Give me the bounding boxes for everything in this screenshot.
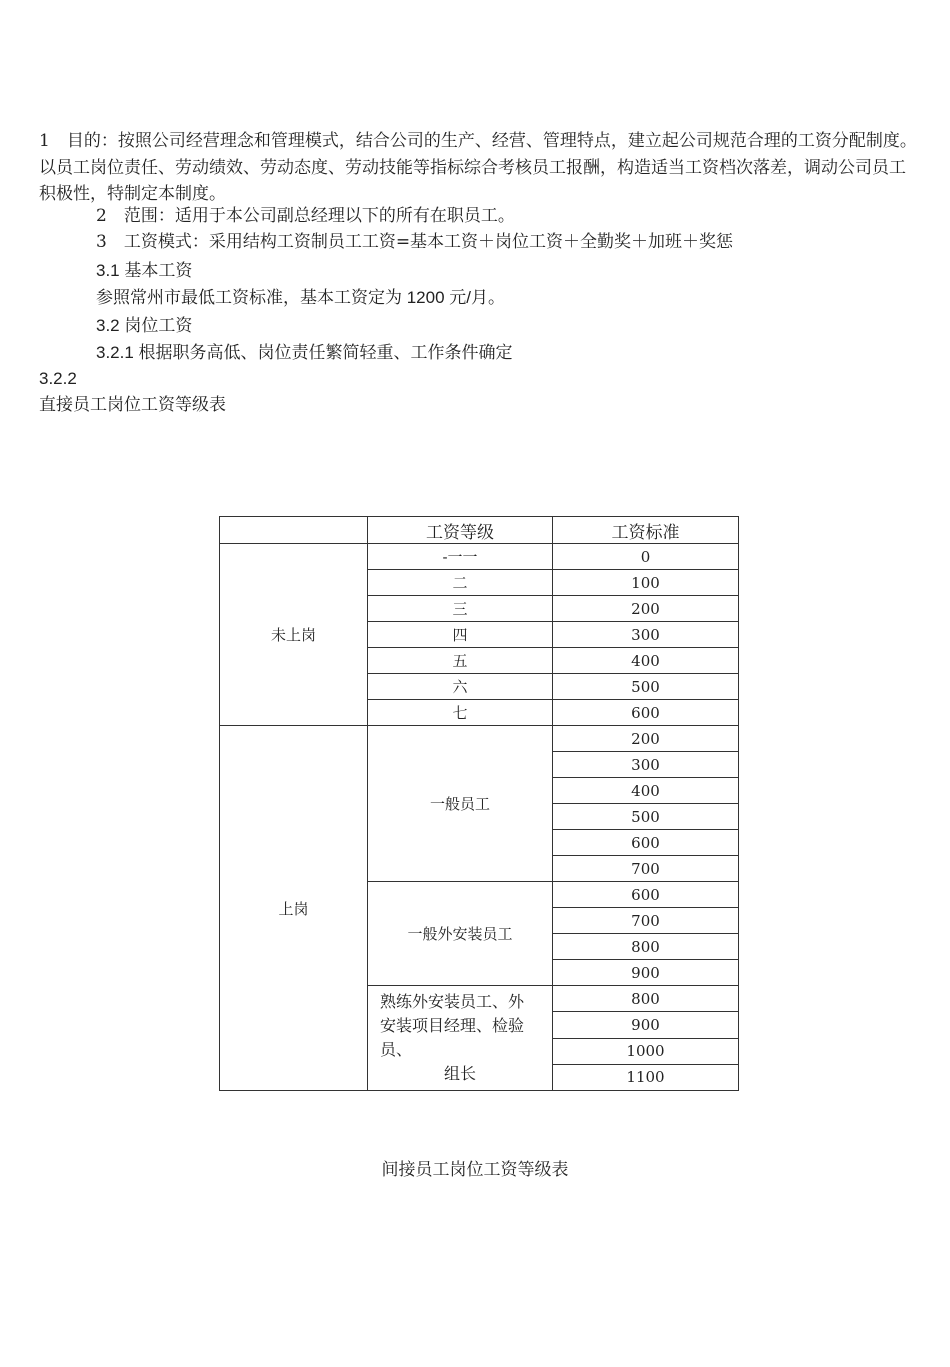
label-line-4: 组长 [443,1064,476,1083]
grade-cell: 七 [368,700,553,726]
indirect-staff-table-caption: 间接员工岗位工资等级表 [381,1160,569,1180]
grade-cell: 三 [368,596,553,622]
value-cell: 0 [553,544,739,570]
subgroup-label-general-staff: 一般员工 [368,726,553,882]
value-cell: 400 [553,778,739,804]
header-standard: 工资标准 [553,517,739,544]
value-cell: 800 [553,934,739,960]
value-cell: 700 [553,908,739,934]
value-cell: 500 [553,674,739,700]
section-3-2-1-paragraph: 3.2.1 根据职务高低、岗位责任繁简轻重、工作条件确定 [96,343,513,362]
header-grade: 工资等级 [368,517,553,544]
value-cell: 200 [553,596,739,622]
header-empty-cell [220,517,368,544]
grade-cell: -一一 [368,544,553,570]
grade-cell: 二 [368,570,553,596]
value-cell: 600 [553,700,739,726]
label-line-1: 熟练外安装员工、外 [380,992,525,1011]
value-cell: 500 [553,804,739,830]
grade-cell: 六 [368,674,553,700]
base-wage-paragraph: 参照常州市最低工资标准，基本工资定为 1200 元/月。 [96,288,505,307]
value-cell: 100 [553,570,739,596]
direct-staff-wage-grade-table [219,516,739,1091]
label-line-3: 员、 [380,1040,413,1059]
value-cell: 900 [553,960,739,986]
subgroup-label-external-install-staff: 一般外安装员工 [368,882,553,986]
wage-mode-paragraph: 3 工资模式：采用结构工资制员工工资=基本工资＋岗位工资＋全勤奖＋加班＋奖惩 [96,232,734,252]
section-3-1-heading: 3.1 基本工资 [96,261,193,280]
value-cell: 900 [553,1012,739,1038]
section-3-2-heading: 3.2 岗位工资 [96,316,193,335]
direct-staff-table-caption: 直接员工岗位工资等级表 [39,395,226,415]
grade-cell: 四 [368,622,553,648]
value-cell: 600 [553,830,739,856]
value-cell: 1000 [553,1038,739,1064]
value-cell: 300 [553,622,739,648]
subgroup-label-skilled-install-staff [368,986,553,1091]
value-cell: 300 [553,752,739,778]
table-row [220,726,739,752]
label-line-2: 安装项目经理、检验 [380,1016,525,1035]
grade-cell: 五 [368,648,553,674]
value-cell: 400 [553,648,739,674]
scope-paragraph: 2 范围：适用于本公司副总经理以下的所有在职员工。 [96,206,515,226]
group-label-not-on-post: 未上岗 [220,544,368,726]
value-cell: 800 [553,986,739,1012]
value-cell: 200 [553,726,739,752]
table-header-row [220,517,739,544]
value-cell: 700 [553,856,739,882]
purpose-paragraph: 1 目的：按照公司经营理念和管理模式，结合公司的生产、经营、管理特点，建立起公司规范合理的工资分配制度。以员工岗位责任、劳动绩效、劳动态度、劳动技能等指标综合考核员工报酬，构造适当工资档次落差，调动公司员工积极性，特制定本制度。 [39,131,917,204]
value-cell: 1100 [553,1064,739,1090]
value-cell: 600 [553,882,739,908]
section-3-2-2-heading: 3.2.2 [39,369,77,388]
group-label-on-post: 上岗 [220,726,368,1091]
table-row [220,544,739,570]
